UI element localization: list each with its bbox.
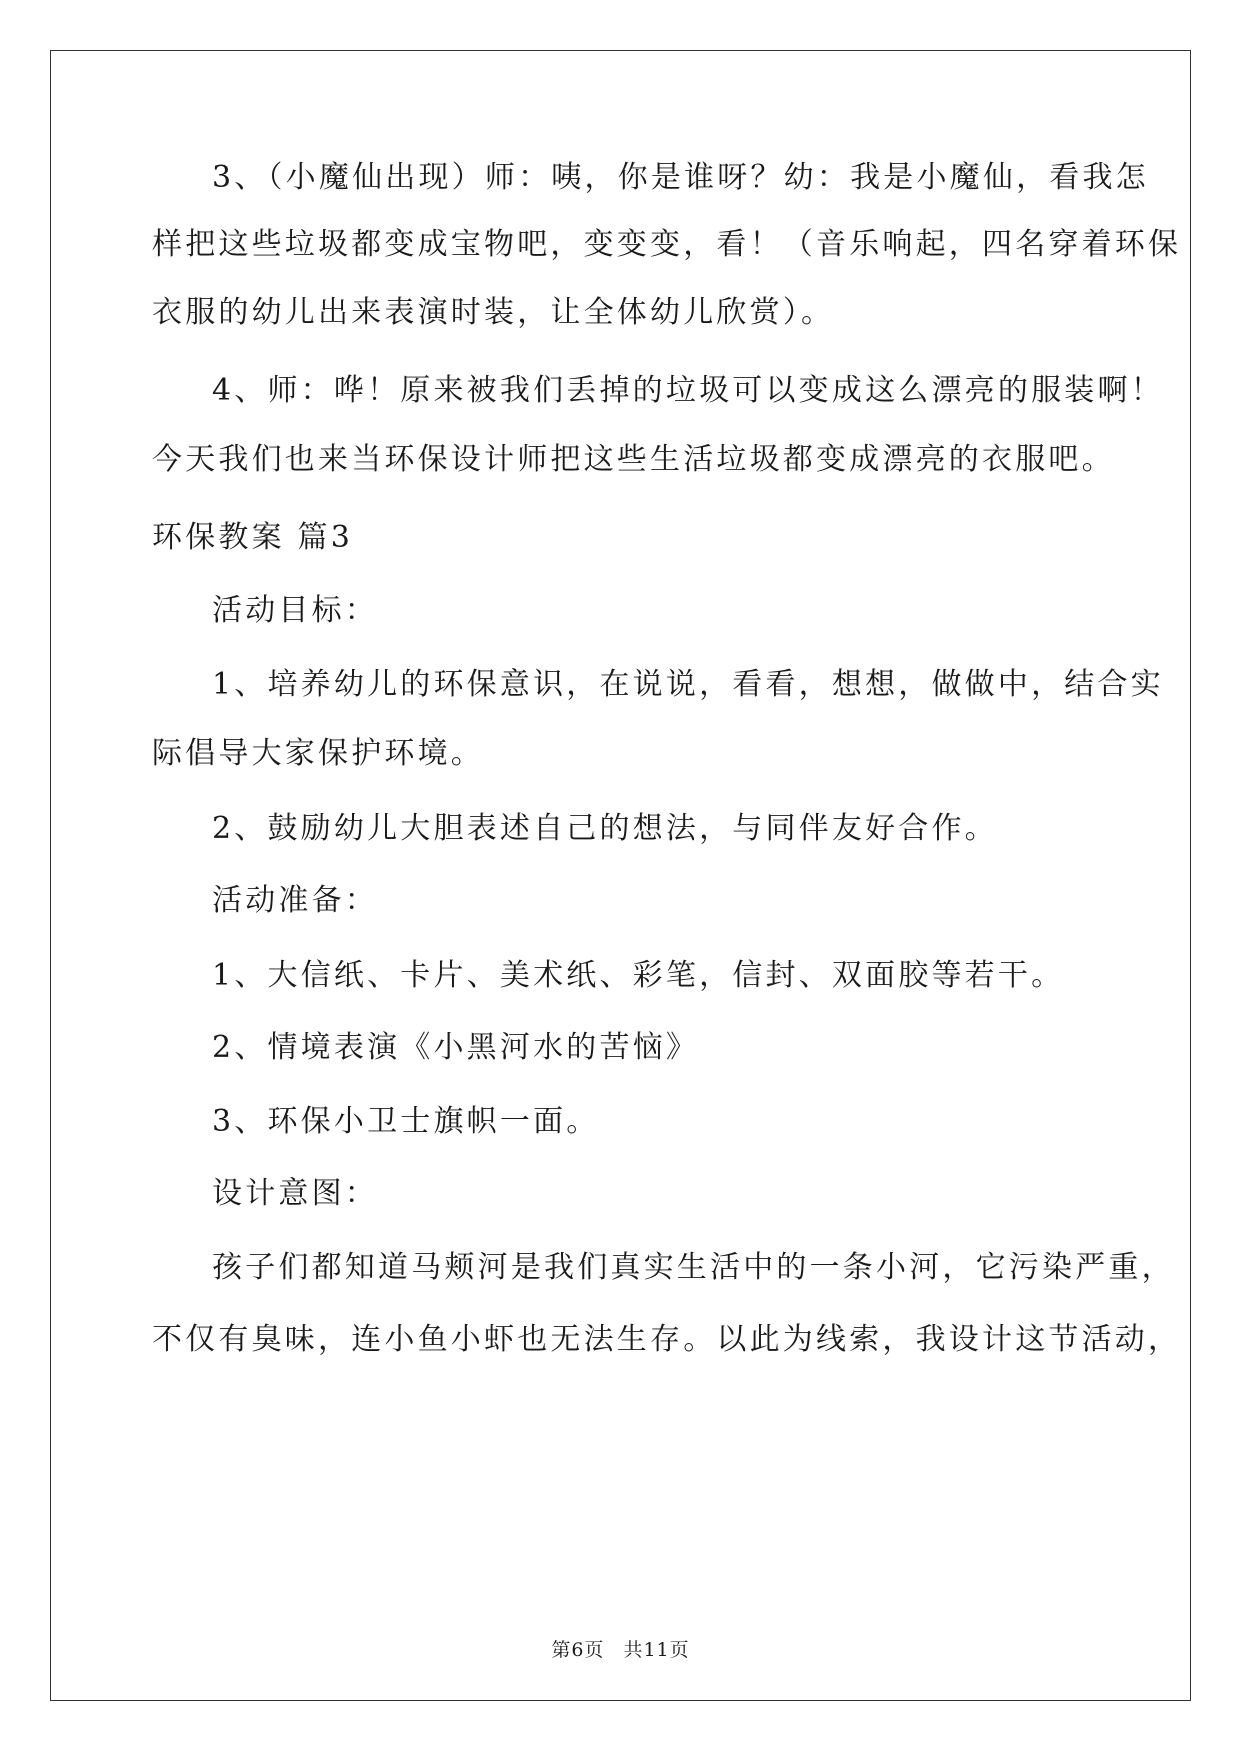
paragraph-line: 今天我们也来当环保设计师把这些生活垃圾都变成漂亮的衣服吧。	[152, 442, 1115, 477]
paragraph-line: 不仅有臭味，连小鱼小虾也无法生存。以此为线索，我设计这节活动，	[152, 1322, 1182, 1357]
subheading: 设计意图：	[212, 1176, 378, 1211]
paragraph-line: 1、培养幼儿的环保意识，在说说，看看，想想，做做中，结合实	[212, 667, 1164, 702]
paragraph-line: 2、鼓励幼儿大胆表述自己的想法，与同伴友好合作。	[212, 811, 998, 846]
paragraph-line: 样把这些垃圾都变成宝物吧，变变变，看！（音乐响起，四名穿着环保	[152, 227, 1182, 262]
page-total: 共11页	[623, 1639, 690, 1661]
subheading: 活动准备：	[212, 883, 378, 918]
page-footer	[0, 1635, 1241, 1662]
paragraph-line: 3、环保小卫士旗帜一面。	[212, 1104, 600, 1139]
paragraph-line: 际倡导大家保护环境。	[152, 736, 484, 771]
paragraph-line: 2、情境表演《小黑河水的苦恼》	[212, 1030, 700, 1065]
paragraph-line: 1、大信纸、卡片、美术纸、彩笔，信封、双面胶等若干。	[212, 958, 1065, 993]
paragraph-line: 孩子们都知道马颊河是我们真实生活中的一条小河，它污染严重，	[212, 1250, 1175, 1285]
page-number: 第6页	[551, 1639, 605, 1661]
paragraph-line: 3、（小魔仙出现）师：咦，你是谁呀？幼：我是小魔仙，看我怎	[212, 160, 1149, 195]
paragraph-line: 衣服的幼儿出来表演时装，让全体幼儿欣赏）。	[152, 295, 835, 330]
section-heading: 环保教案 篇3	[152, 520, 354, 555]
subheading: 活动目标：	[212, 593, 378, 628]
paragraph-line: 4、师：哗！原来被我们丢掉的垃圾可以变成这么漂亮的服装啊！	[212, 373, 1164, 408]
